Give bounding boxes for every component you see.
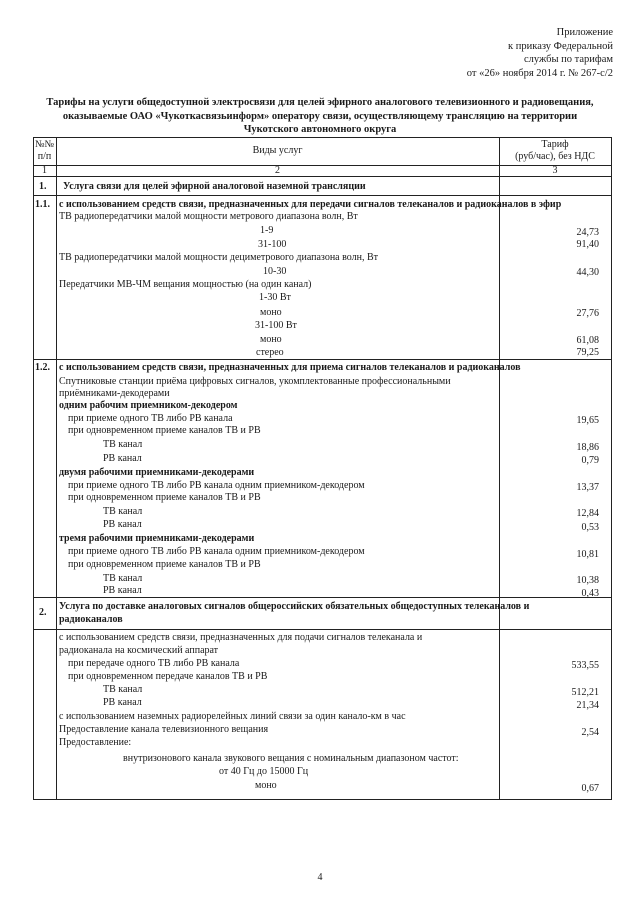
row-label: ТВ радиопередатчики малой мощности метрового диапазона волн, Вт [59,211,358,222]
tariff-value: 44,30 [576,267,599,278]
tariff-value: 18,86 [576,442,599,453]
section-number: 2. [39,607,47,618]
row-label: ТВ канал [103,506,143,517]
tariff-value: 0,67 [581,783,599,794]
row-label: ТВ канал [103,684,143,695]
tariff-value: 27,76 [576,308,599,319]
row-label: с использованием наземных радиорелейных линий связи за один канало-км в час [59,711,406,722]
appendix-line: от «26» ноября 2014 г. № 267-с/2 [466,67,613,79]
row-label: ТВ канал [103,573,143,584]
row-label: радиоканала на космический аппарат [59,645,219,656]
row-label: 1-30 Вт [259,292,291,303]
tariff-value: 533,55 [571,660,599,671]
section-title: Услуга по доставке аналоговых сигналов общероссийских обязательных общедоступных телеканалов и [59,601,530,612]
table-border [33,195,612,196]
row-label: Спутниковые станции приёма цифровых сигналов, укомплектованные профессиональными [59,376,451,387]
appendix-block [467,26,613,80]
tariff-value: 0,79 [581,455,599,466]
tariff-value: 10,81 [576,549,599,560]
tariff-value: 19,65 [576,415,599,426]
section-title: Услуга связи для целей эфирной аналоговой наземной трансляции [63,181,366,192]
row-label: 31-100 Вт [255,320,297,331]
tariff-value: 512,21 [571,687,599,698]
tariff-value: 10,38 [576,575,599,586]
tariff-value: 0,53 [581,522,599,533]
table-border [33,597,612,598]
row-label: внутризонового канала звукового вещания с номинальным диапазоном частот: [123,753,459,764]
section-title: с использованием средств связи, предназначенных для приема сигналов телеканалов и радиоканалов [59,362,521,373]
row-label: при приеме одного ТВ либо РВ канала одним приемником-декодером [68,480,365,491]
row-label: РВ канал [103,519,142,530]
header-text: Тариф [541,139,569,150]
title-line: Чукотского автономного округа [243,124,397,135]
row-label: моно [260,334,282,345]
table-border [499,137,500,800]
section-number: 1.1. [35,199,50,210]
appendix-line: службы по тарифам [524,54,613,65]
row-label: тремя рабочими приемниками-декодерами [59,533,255,544]
row-label: стерео [256,347,284,358]
row-label: ТВ радиопередатчики малой мощности дециметрового диапазона волн, Вт [59,252,379,263]
header-text: №№ [34,139,55,150]
table-border [611,137,612,800]
row-label: при приеме одного ТВ либо РВ канала [68,413,233,424]
row-label: моно [255,780,277,791]
tariff-value: 61,08 [576,335,599,346]
header-number [33,139,56,163]
row-label: РВ канал [103,697,142,708]
row-label: РВ канал [103,453,142,464]
table-border [33,629,612,630]
document-title [30,96,610,137]
section-number: 1. [39,181,47,192]
section-title: с использованием средств связи, предназначенных для передачи сигналов телеканалов и радиоканалов в эфир [59,199,562,210]
tariff-value: 21,34 [576,700,599,711]
table-border [33,799,612,800]
section-title: радиоканалов [59,614,123,625]
tariff-value: 0,43 [581,588,599,599]
row-label: при одновременном приеме каналов ТВ и РВ [68,559,261,570]
section-number: 1.2. [35,362,50,373]
row-label: ТВ канал [103,439,143,450]
row-label: при передаче одного ТВ либо РВ канала [68,658,240,669]
appendix-line: Приложение [556,27,613,38]
tariff-value: 91,40 [576,239,599,250]
row-label: при одновременном передаче каналов ТВ и РВ [68,671,268,682]
tariff-value: 12,84 [576,508,599,519]
row-label: РВ канал [103,585,142,596]
table-border [33,137,34,800]
row-label: от 40 Гц до 15000 Гц [219,766,309,777]
header-col-index: 1 [42,165,47,176]
appendix-line: к приказу Федеральной [508,40,613,52]
row-label: с использованием средств связи, предназначенных для подачи сигналов телеканала и [59,632,423,643]
table-border [33,137,612,138]
table-border [33,359,612,360]
header-text: п/п [37,151,52,162]
row-label: при одновременном приеме каналов ТВ и РВ [68,425,261,436]
row-label: 1-9 [260,225,274,236]
row-label: 10-30 [263,266,287,277]
row-label: Передатчики МВ-ЧМ вещания мощностью (на один канал) [59,279,312,290]
row-label: двумя рабочими приемниками-декодерами [59,467,255,478]
header-col-index: 3 [552,165,558,176]
row-label: Предоставление: [59,737,132,748]
row-label: при одновременном приеме каналов ТВ и РВ [68,492,261,503]
tariff-value: 24,73 [576,227,599,238]
title-line: Тарифы на услуги общедоступной электросвязи для целей эфирного аналогового телевизионного и радиовещания, [46,97,594,108]
tariff-table [33,137,612,800]
page-number: 4 [317,872,323,883]
row-label: 31-100 [258,239,287,250]
table-border [56,137,57,800]
header-col-index: 2 [275,165,280,176]
title-line: оказываемые ОАО «Чукоткасвязьинформ» оператору связи, осуществляющему трансляцию на территории [62,110,578,122]
header-services: Виды услуг [252,145,303,156]
header-tariff [499,139,611,163]
row-label: одним рабочим приемником-декодером [59,400,238,411]
tariff-value: 13,37 [576,482,599,493]
row-label: при приеме одного ТВ либо РВ канала одним приемником-декодером [68,546,365,557]
header-text: (руб/час), без НДС [515,151,595,162]
row-label: моно [260,307,282,318]
row-label: Предоставление канала телевизионного вещания [59,724,269,735]
tariff-value: 2,54 [581,727,599,738]
row-label: приёмниками-декодерами [59,388,170,399]
tariff-value: 79,25 [576,347,599,358]
